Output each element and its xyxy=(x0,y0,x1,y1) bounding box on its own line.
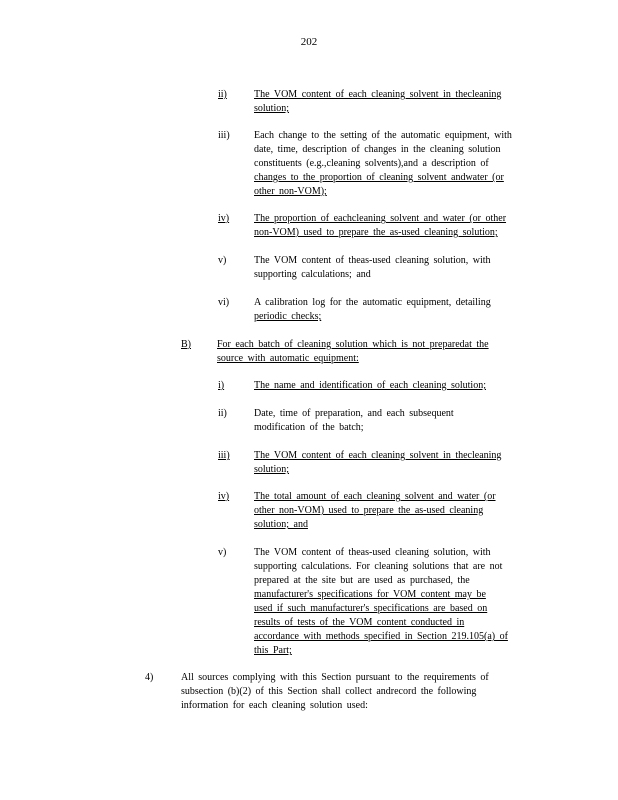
list-item-label: iii) xyxy=(218,450,230,461)
text-line: The VOM content of theas-used cleaning solution, with xyxy=(254,255,491,266)
text-line: For each batch of cleaning solution which is not preparedat the xyxy=(217,339,489,350)
list-item-label: v) xyxy=(218,547,227,558)
list-item-label: ii) xyxy=(218,89,227,100)
list-item-label: B) xyxy=(181,339,191,350)
list-item-label: ii) xyxy=(218,408,227,419)
text-line: prepared at the site but are used as purchased, the xyxy=(254,575,470,586)
text-line: changes to the proportion of cleaning solvent andwater (or xyxy=(254,172,504,183)
list-item-label: i) xyxy=(218,380,225,391)
text-line: solution; xyxy=(254,103,290,114)
text-line: supporting calculations; and xyxy=(254,269,371,280)
text-line: Each change to the setting of the automatic equipment, with xyxy=(254,130,512,141)
list-item-text xyxy=(217,338,517,366)
text-line: accordance with methods specified in Section 219.105(a) of xyxy=(254,631,508,642)
list-item-text xyxy=(254,212,554,240)
text-line: The total amount of each cleaning solvent and water (or xyxy=(254,491,496,502)
text-line: other non-VOM) used to prepare the as-used cleaning xyxy=(254,505,484,516)
list-item-text xyxy=(254,254,554,282)
text-line: supporting calculations. For cleaning solutions that are not xyxy=(254,561,503,572)
text-line: The proportion of eachcleaning solvent and water (or other xyxy=(254,213,507,224)
text-line: periodic checks; xyxy=(254,311,322,322)
list-item-label: iii) xyxy=(218,130,230,141)
list-item-text xyxy=(181,671,489,713)
text-line: information for each cleaning solution used: xyxy=(181,700,368,711)
list-item-text xyxy=(254,407,554,435)
list-item-label: iv) xyxy=(218,213,230,224)
text-line: The VOM content of theas-used cleaning solution, with xyxy=(254,547,491,558)
text-line: The VOM content of each cleaning solvent in thecleaning xyxy=(254,450,502,461)
text-line: solution; and xyxy=(254,519,308,530)
text-line: subsection (b)(2) of this Section shall collect andrecord the following xyxy=(181,686,477,697)
list-item-label: vi) xyxy=(218,297,230,308)
text-line: results of tests of the VOM content conducted in xyxy=(254,617,465,628)
page-number: 202 xyxy=(300,36,318,48)
text-line: used if such manufacturer's specifications are based on xyxy=(254,603,488,614)
list-item-label: v) xyxy=(218,255,227,266)
text-line: source with automatic equipment: xyxy=(217,353,359,364)
text-line: The VOM content of each cleaning solvent in thecleaning xyxy=(254,89,502,100)
text-line: constituents (e.g.,cleaning solvents),and a description of xyxy=(254,158,489,169)
text-line: The name and identification of each cleaning solution; xyxy=(254,380,486,391)
text-line: solution; xyxy=(254,464,290,475)
text-line: Date, time of preparation, and each subsequent xyxy=(254,408,454,419)
list-item-text xyxy=(254,546,554,658)
list-item-text xyxy=(254,129,554,199)
text-line: this Part; xyxy=(254,645,292,656)
list-item-text xyxy=(254,88,554,116)
list-item-text xyxy=(254,379,554,393)
text-line: date, time, description of changes in the cleaning solution xyxy=(254,144,501,155)
list-item-label: 4) xyxy=(145,672,154,683)
text-line: modification of the batch; xyxy=(254,422,364,433)
text-line: All sources complying with this Section pursuant to the requirements of xyxy=(181,672,489,683)
list-item-label: iv) xyxy=(218,491,230,502)
text-line: non-VOM) used to prepare the as-used cleaning solution; xyxy=(254,227,498,238)
text-line: A calibration log for the automatic equipment, detailing xyxy=(254,297,491,308)
list-item-text xyxy=(254,490,554,532)
text-line: manufacturer's specifications for VOM content may be xyxy=(254,589,486,600)
text-line: other non-VOM); xyxy=(254,186,327,197)
list-item-text xyxy=(254,296,554,324)
list-item-text xyxy=(254,449,554,477)
